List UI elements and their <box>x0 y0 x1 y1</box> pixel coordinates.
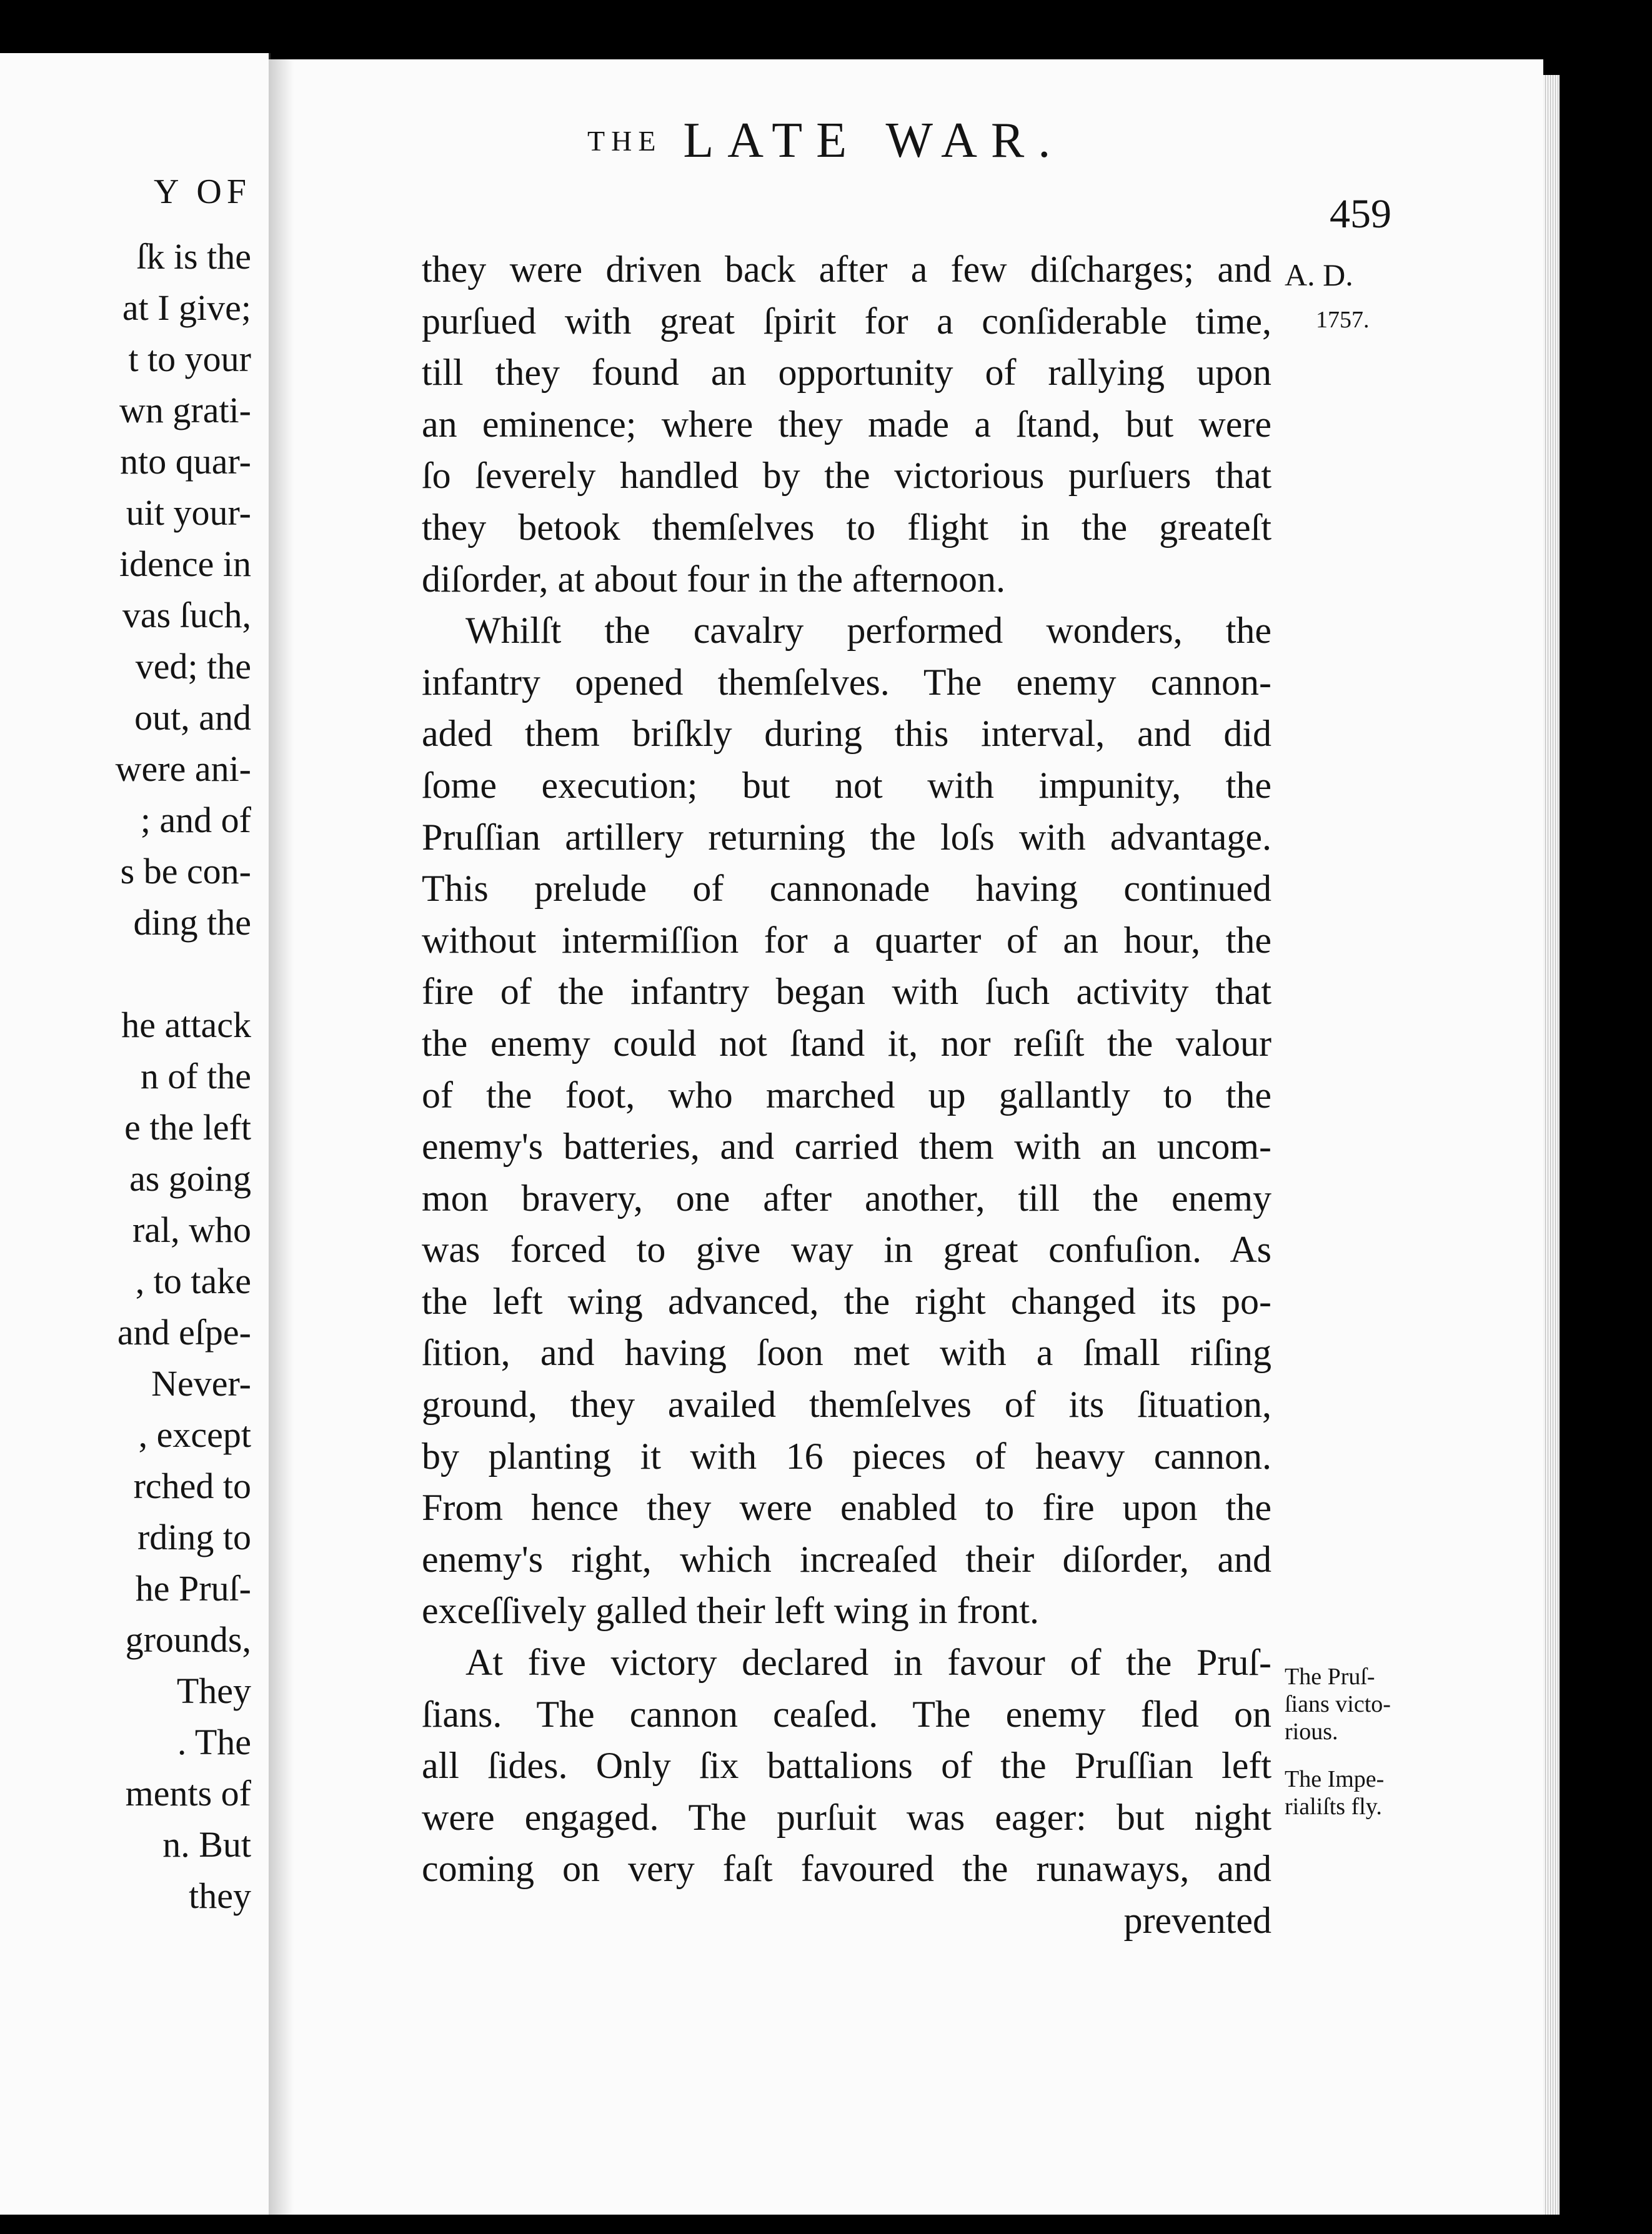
text-line: the enemy could not ſtand it, nor reſiſt the valour <box>422 1022 1271 1064</box>
text-line: enemy's batteries, and carried them with an uncom- <box>422 1126 1271 1168</box>
text-line: enemy's right, which increaſed their diſorder, and <box>422 1538 1271 1580</box>
left-text-line: ding the <box>133 902 251 943</box>
text-line: ſome execution; but not with impunity, the <box>422 764 1271 806</box>
left-text-line: were ani- <box>115 748 251 789</box>
running-head-title: LATE WAR. <box>683 113 1065 168</box>
text-line: From hence they were enabled to fire upon the <box>422 1487 1271 1529</box>
margin-note-line: The Impe- <box>1285 1766 1385 1792</box>
left-text-line: out, and <box>134 697 251 738</box>
left-page <box>0 53 271 2215</box>
left-text-line: uit your- <box>126 492 251 533</box>
running-head-article: THE <box>587 125 662 157</box>
left-text-line: he Pruſ- <box>135 1568 251 1609</box>
left-text-line: ments of <box>125 1773 251 1814</box>
left-text-line: grounds, <box>125 1619 251 1660</box>
left-text-line <box>116 948 251 1000</box>
margin-note-line: rious. <box>1285 1719 1338 1745</box>
left-text-line: e the left <box>124 1107 251 1148</box>
text-line: purſued with great ſpirit for a conſiderable time, <box>422 300 1271 342</box>
left-text-line: nto quar- <box>120 441 251 482</box>
text-line: they were driven back after a few diſcharges; and <box>422 249 1271 290</box>
left-text-line: ved; the <box>135 646 251 687</box>
text-line: ſition, and having ſoon met with a ſmall riſing <box>422 1332 1271 1374</box>
gutter-shadow <box>269 59 294 2215</box>
left-text-line: vas ſuch, <box>122 595 251 635</box>
text-line: aded them briſkly during this interval, and did <box>422 713 1271 755</box>
left-text-line: idence in <box>119 544 251 584</box>
left-text-line: . The <box>177 1722 251 1762</box>
text-line: This prelude of cannonade having continued <box>422 868 1271 910</box>
text-line: by planting it with 16 pieces of heavy cannon. <box>422 1435 1271 1477</box>
left-text-line: at I give; <box>122 287 251 328</box>
left-text-line: Never- <box>151 1363 251 1404</box>
margin-note-line: ſians victo- <box>1285 1691 1391 1717</box>
margin-note-line: rialiſts fly. <box>1285 1794 1382 1820</box>
left-text-line: wn grati- <box>119 390 251 430</box>
left-text-column <box>116 231 251 1922</box>
text-line: without intermiſſion for a quarter of an hour, the <box>422 919 1271 961</box>
page-number: 459 <box>1330 191 1391 237</box>
text-line: an eminence; where they made a ſtand, but were <box>422 403 1271 445</box>
text-line: were engaged. The purſuit was eager: but night <box>422 1796 1271 1838</box>
text-line: Pruſſian artillery returning the loſs with advantage. <box>422 816 1271 858</box>
text-line: coming on very faſt favoured the runaways, and <box>422 1848 1271 1890</box>
text-line: ſo ſeverely handled by the victorious purſuers that <box>422 455 1271 497</box>
left-running-head: Y OF <box>154 172 251 211</box>
paragraph-start-line: Whilſt the cavalry performed wonders, the <box>465 610 1271 652</box>
left-text-line: , except <box>138 1414 251 1455</box>
text-line: infantry opened themſelves. The enemy cannon- <box>422 661 1271 703</box>
left-text-line: They <box>176 1671 251 1711</box>
left-text-line: rched to <box>133 1466 251 1506</box>
text-line: all ſides. Only ſix battalions of the Pruſſian left <box>422 1745 1271 1787</box>
left-text-line: ſk is the <box>136 236 251 277</box>
margin-date-label: A. D. <box>1285 257 1353 292</box>
text-line: fire of the infantry began with ſuch activity that <box>422 971 1271 1013</box>
catchword: prevented <box>1123 1900 1271 1941</box>
text-line: exceſſively galled their left wing in front. <box>422 1590 1040 1632</box>
margin-note-line: The Pruſ- <box>1285 1664 1375 1690</box>
margin-date-year: 1757. <box>1316 307 1370 333</box>
body-text <box>422 244 1271 1947</box>
left-text-line: ; and of <box>140 800 251 840</box>
left-text-line: s be con- <box>120 851 251 891</box>
left-text-line: and eſpe- <box>117 1312 251 1353</box>
text-line: of the foot, who marched up gallantly to the <box>422 1074 1271 1116</box>
page-edges <box>1543 75 1560 2215</box>
left-text-line: as going <box>129 1158 251 1199</box>
text-line: they betook themſelves to flight in the greateſt <box>422 506 1271 548</box>
left-text-line: n of the <box>140 1056 251 1096</box>
left-text-line: n. But <box>162 1824 251 1865</box>
text-line: till they found an opportunity of rallying upon <box>422 352 1271 394</box>
left-text-line: , to take <box>135 1261 251 1301</box>
left-text-line: rding to <box>137 1517 251 1557</box>
text-line: ground, they availed themſelves of its ſituation, <box>422 1384 1271 1426</box>
left-text-line: ral, who <box>132 1209 251 1250</box>
left-text-line: he attack <box>121 1005 251 1045</box>
left-text-line: they <box>189 1875 251 1916</box>
text-line: was forced to give way in great confuſion. As <box>422 1229 1271 1271</box>
text-line: ſians. The cannon ceaſed. The enemy fled on <box>422 1693 1271 1735</box>
running-head <box>587 112 1064 169</box>
text-line: mon bravery, one after another, till the enemy <box>422 1177 1271 1219</box>
text-line: the left wing advanced, the right changed its po- <box>422 1280 1271 1322</box>
left-text-line: t to your <box>128 339 251 379</box>
text-line: diſorder, at about four in the afternoon. <box>422 558 1005 600</box>
paragraph-start-line: At five victory declared in favour of the Pruſ- <box>465 1642 1271 1684</box>
